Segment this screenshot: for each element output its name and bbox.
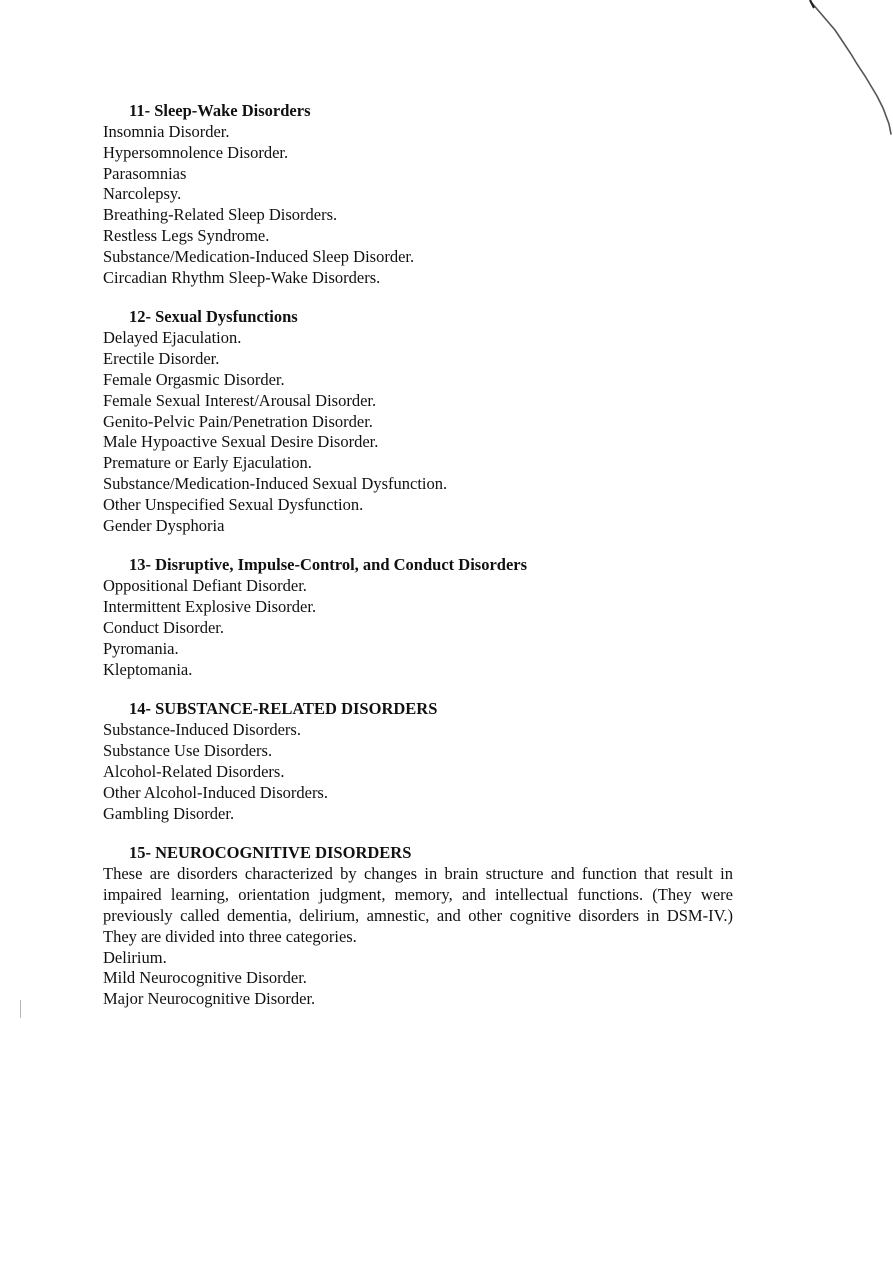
list-item: Premature or Early Ejaculation. xyxy=(103,453,312,473)
list-item: Oppositional Defiant Disorder. xyxy=(103,576,307,596)
list-item: Major Neurocognitive Disorder. xyxy=(103,989,316,1009)
list-item: Kleptomania. xyxy=(103,659,193,679)
section-heading: 14- SUBSTANCE-RELATED DISORDERS xyxy=(129,699,438,719)
list-item: Genito-Pelvic Pain/Penetration Disorder. xyxy=(103,411,373,431)
section-disruptive-disorders xyxy=(103,554,733,680)
list-item: Parasomnias xyxy=(103,163,187,183)
section-heading: 11- Sleep-Wake Disorders xyxy=(129,101,311,120)
scan-pen-mark xyxy=(783,0,893,150)
list-item: Alcohol-Related Disorders. xyxy=(103,761,285,781)
list-item: Insomnia Disorder. xyxy=(103,122,230,141)
section-sleep-wake xyxy=(103,100,733,288)
list-item: Delayed Ejaculation. xyxy=(103,328,242,348)
document-body xyxy=(103,100,733,1028)
section-heading: 12- Sexual Dysfunctions xyxy=(129,307,298,327)
list-item: Other Unspecified Sexual Dysfunction. xyxy=(103,494,364,514)
list-item: Gambling Disorder. xyxy=(103,803,235,823)
list-item: Substance Use Disorders. xyxy=(103,741,273,761)
list-item: Conduct Disorder. xyxy=(103,617,224,637)
list-item: Erectile Disorder. xyxy=(103,349,220,369)
section-sexual-dysfunctions xyxy=(103,306,733,536)
list-item: Male Hypoactive Sexual Desire Disorder. xyxy=(103,432,379,452)
list-item: Pyromania. xyxy=(103,638,179,658)
section-heading: 13- Disruptive, Impulse-Control, and Conduct Disorders xyxy=(129,555,528,575)
list-item: Circadian Rhythm Sleep-Wake Disorders. xyxy=(103,267,381,287)
list-item: Female Orgasmic Disorder. xyxy=(103,369,285,389)
list-item: Other Alcohol-Induced Disorders. xyxy=(103,782,328,802)
scan-edge-mark xyxy=(20,1000,21,1018)
list-item: Gender Dysphoria xyxy=(103,515,225,535)
section-heading: 15- NEUROCOGNITIVE DISORDERS xyxy=(129,843,412,863)
list-item: Restless Legs Syndrome. xyxy=(103,225,270,245)
list-item: Substance-Induced Disorders. xyxy=(103,720,301,740)
section-description: These are disorders characterized by changes in brain structure and function that result in impaired learning, orientation judgment, memory, and intellectual functions. (They were previously called dementia, delirium, amnestic, and other cognitive disorders in DSM-IV.) They are divided into three categories. xyxy=(103,864,733,946)
section-substance-related xyxy=(103,698,733,824)
list-item: Mild Neurocognitive Disorder. xyxy=(103,968,307,988)
section-neurocognitive xyxy=(103,842,733,1010)
list-item: Hypersomnolence Disorder. xyxy=(103,142,289,162)
list-item: Narcolepsy. xyxy=(103,184,182,204)
list-item: Substance/Medication-Induced Sexual Dysfunction. xyxy=(103,473,448,493)
list-item: Delirium. xyxy=(103,947,167,967)
list-item: Breathing-Related Sleep Disorders. xyxy=(103,205,338,225)
list-item: Substance/Medication-Induced Sleep Disorder. xyxy=(103,246,415,266)
list-item: Female Sexual Interest/Arousal Disorder. xyxy=(103,390,377,410)
list-item: Intermittent Explosive Disorder. xyxy=(103,597,317,617)
